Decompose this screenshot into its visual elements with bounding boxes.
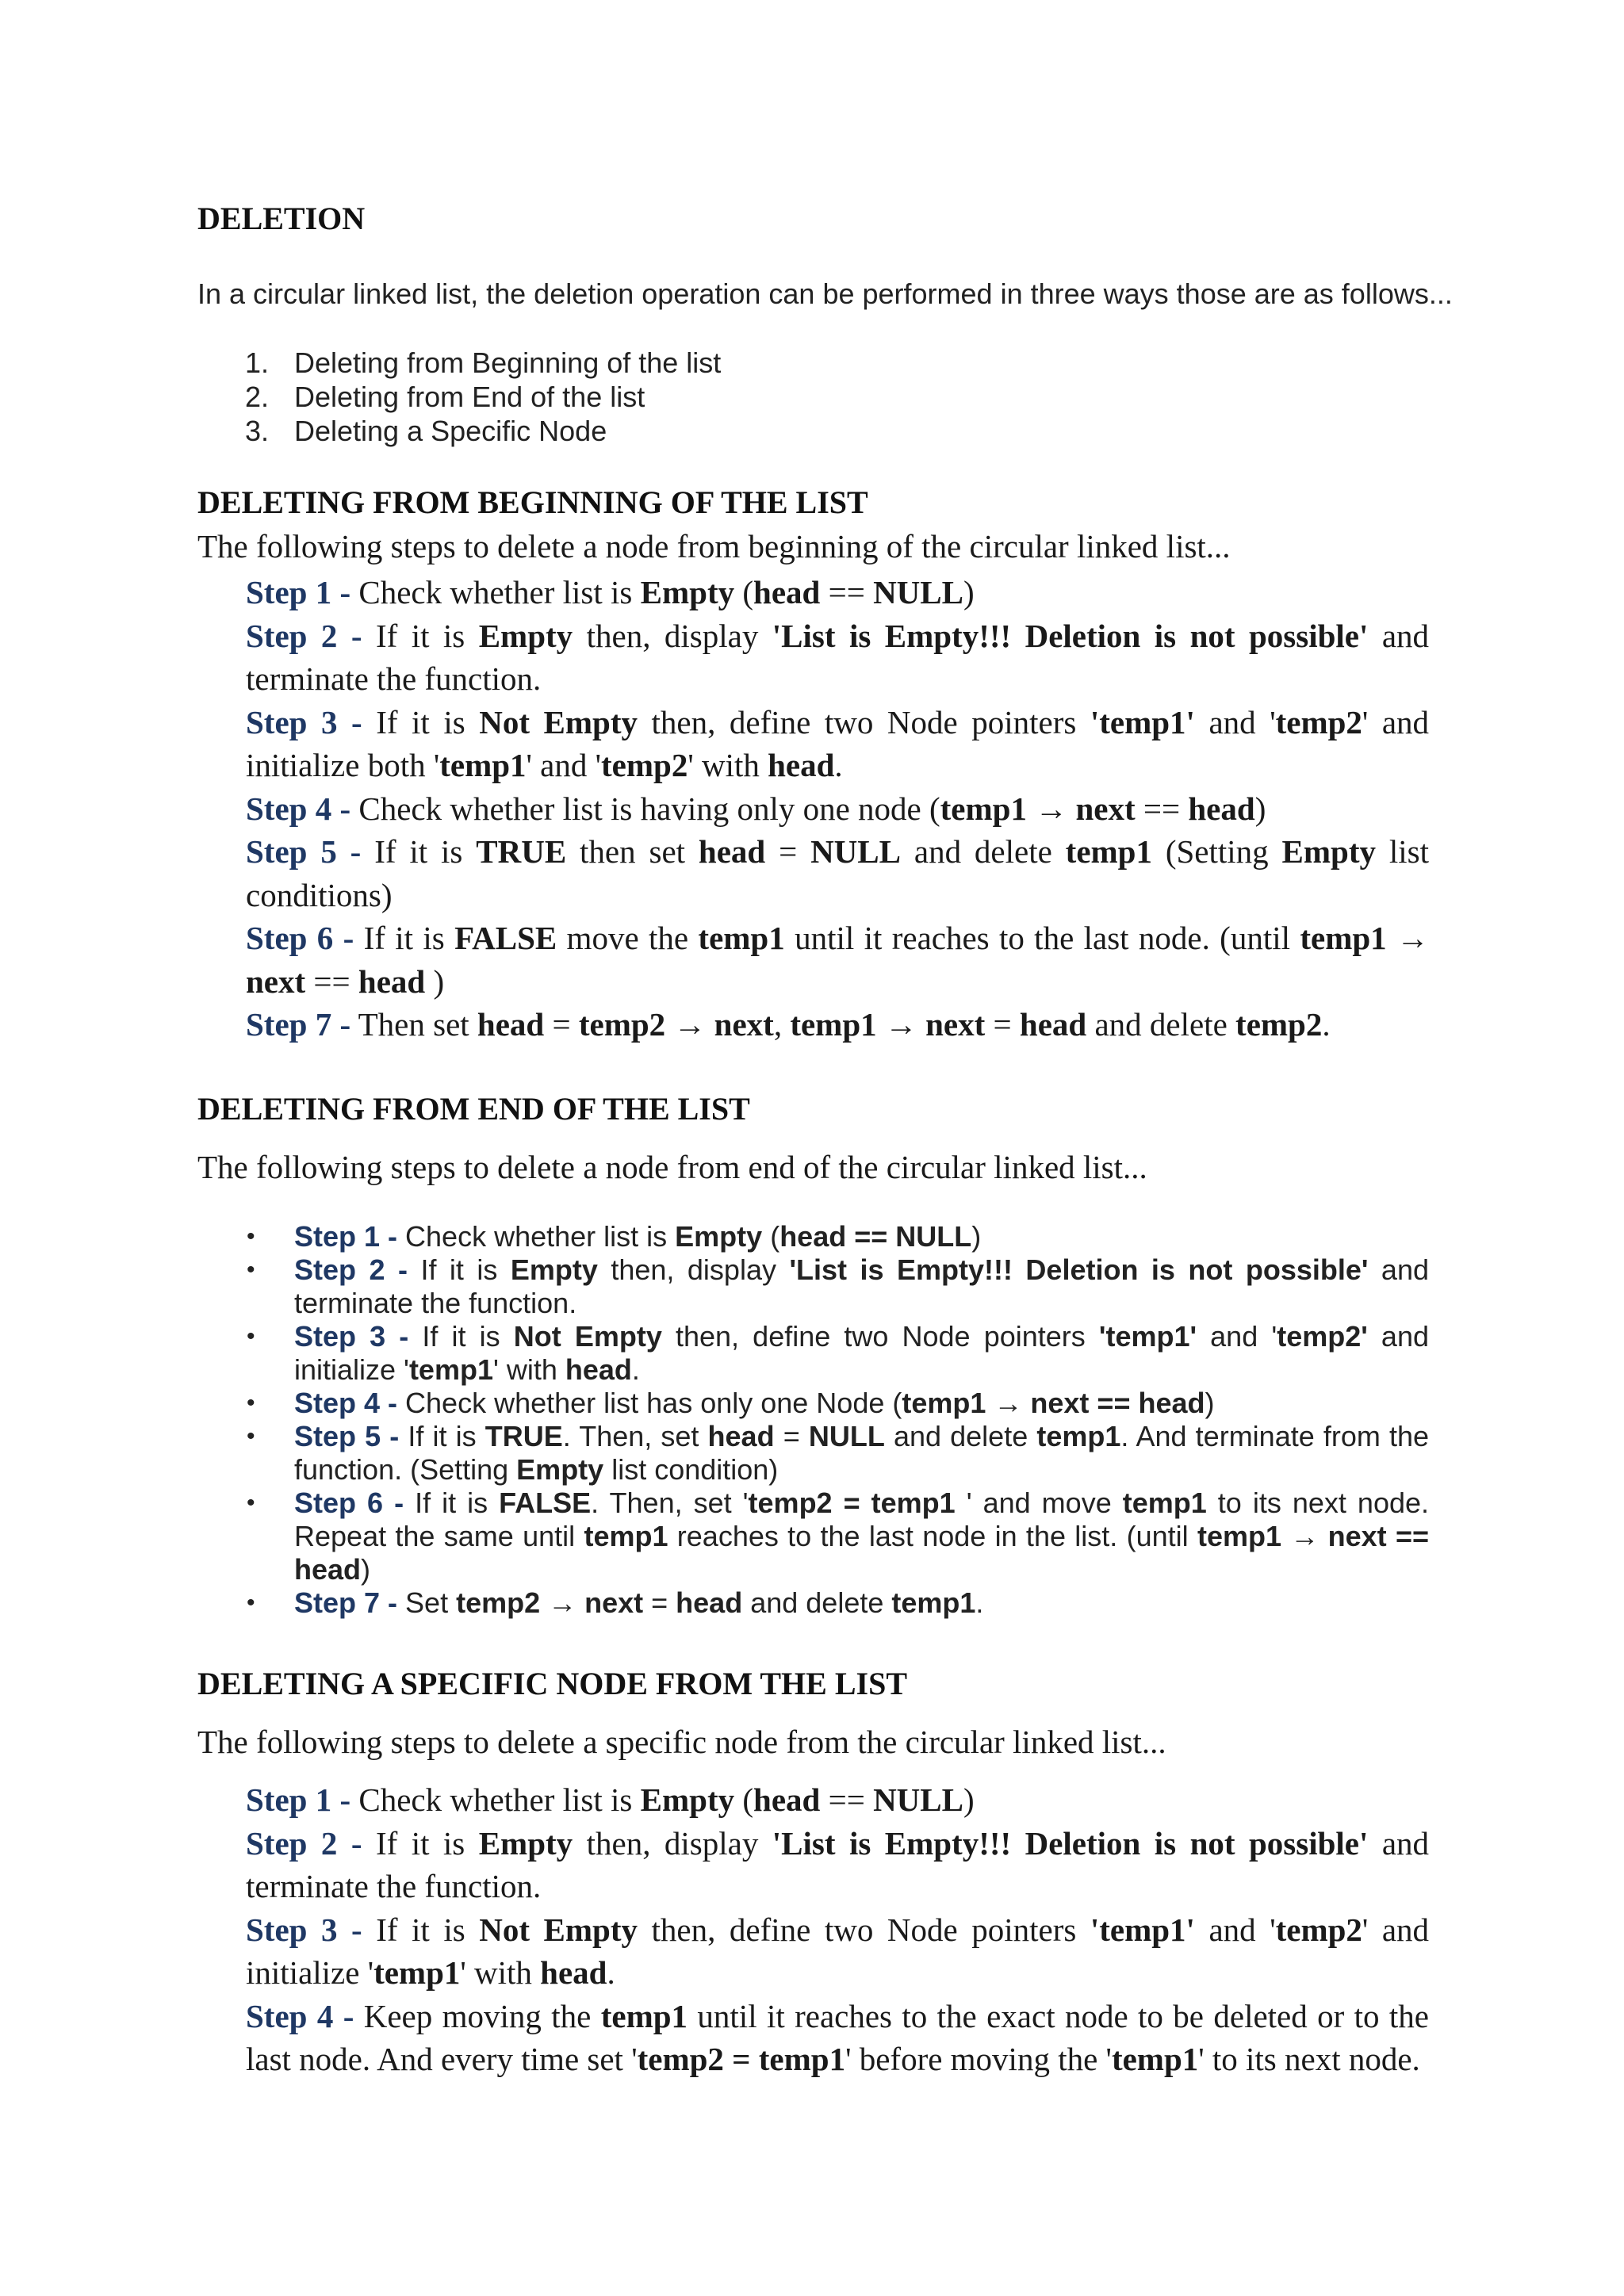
bold-term: 'temp1' [1098, 1320, 1197, 1353]
bold-term: head [753, 1781, 821, 1818]
step-label: Step 4 - [246, 1997, 354, 2034]
bold-term: head [707, 1420, 775, 1452]
bold-term: Not Empty [479, 1911, 638, 1948]
bold-term: temp1 [1111, 2041, 1199, 2077]
bold-term: temp1 [1036, 1420, 1121, 1452]
step-label: Step 1 - [246, 574, 351, 610]
bold-term: temp2 [1235, 1006, 1323, 1043]
specific-heading: DELETING A SPECIFIC NODE FROM THE LIST [197, 1666, 908, 1701]
bold-term: temp1 [1065, 833, 1152, 870]
bullet-icon: • [247, 1423, 255, 1449]
step-label: Step 5 - [246, 833, 362, 870]
bold-term: temp1 [1122, 1487, 1207, 1519]
step-item: • Step 4 - Check whether list has only one Node (temp1 → next == head) [247, 1387, 1215, 1419]
bold-term: temp1 [698, 920, 785, 956]
step-item: • Step 1 - Check whether list is Empty (head == NULL) [247, 1220, 982, 1253]
specific-intro: The following steps to delete a specific node from the circular linked list... [197, 1724, 1166, 1760]
bold-term: 'List is Empty!!! Deletion is not possible' [772, 617, 1369, 654]
step-label: Step 7 - [294, 1586, 398, 1619]
deletion-intro: In a circular linked list, the deletion operation can be performed in three ways those are as follows... [197, 277, 1453, 310]
bold-term: Empty [478, 617, 573, 654]
bold-term: head == NULL [779, 1220, 972, 1253]
bold-term: 'List is Empty!!! Deletion is not possible' [772, 1824, 1369, 1862]
bold-term: NULL [810, 833, 901, 870]
bullet-icon: • [247, 1323, 255, 1349]
bold-term: temp1 [439, 747, 527, 783]
bold-term: temp1 [373, 1954, 461, 1991]
step-item: • Step 2 - If it is Empty then, display 'List is Empty!!! Deletion is not possible' and terminate the function. [247, 1253, 1429, 1319]
step-item: Step 4 - Check whether list is having only one node (temp1 → next == head) [246, 790, 1266, 827]
bullet-icon: • [247, 1590, 255, 1616]
bold-term: temp2' [1277, 1320, 1368, 1353]
step-label: Step 3 - [294, 1320, 409, 1353]
bold-term: 'temp1' [1090, 1911, 1195, 1948]
list-item: 2. Deleting from End of the list [245, 381, 645, 413]
step-item: Step 4 - Keep moving the temp1 until it reaches to the exact node to be deleted or to the last node. And every time set 'temp2 = temp1' before moving the 'temp1' to its next node. [246, 1997, 1429, 2077]
bold-term: TRUE [476, 833, 567, 870]
step-label: Step 1 - [294, 1220, 398, 1253]
bold-term: head [358, 962, 426, 1000]
bold-term: FALSE [454, 920, 557, 956]
step-label: Step 5 - [294, 1420, 400, 1452]
step-item: • Step 5 - If it is TRUE. Then, set head = NULL and delete temp1. And terminate from the function. (Setting Empty list condition) [247, 1420, 1430, 1486]
bold-term: temp1 → next [790, 1006, 986, 1043]
list-item: 1. Deleting from Beginning of the list [245, 346, 722, 379]
bold-term: temp1 → next == head [294, 1520, 1429, 1586]
step-item: Step 1 - Check whether list is Empty (head == NULL) [246, 574, 975, 610]
bold-term: head [540, 1954, 607, 1991]
beginning-intro: The following steps to delete a node from beginning of the circular linked list... [197, 528, 1231, 564]
step-item: Step 2 - If it is Empty then, display 'List is Empty!!! Deletion is not possible' and terminate the function. [246, 1824, 1430, 1904]
bold-term: temp1 [600, 1997, 688, 2034]
end-heading: DELETING FROM END OF THE LIST [197, 1091, 750, 1127]
bold-term: temp2 → next [578, 1006, 774, 1043]
deletion-ways-list [197, 346, 721, 448]
step-item: • Step 3 - If it is Not Empty then, define two Node pointers 'temp1' and 'temp2' and initialize 'temp1' with head. [247, 1320, 1429, 1386]
step-item: • Step 6 - If it is FALSE. Then, set 'temp2 = temp1 ' and move temp1 to its next node. Repeat the same until temp1 reaches to the last node in the list. (until temp1 → next == head) [247, 1487, 1430, 1586]
bold-term: temp1 → next [246, 920, 1430, 1000]
step-label: Step 3 - [246, 1911, 362, 1948]
step-label: Step 3 - [246, 703, 362, 740]
beginning-steps [246, 571, 1429, 1047]
end-steps [197, 1220, 1429, 1620]
bold-term: temp2 = temp1 [748, 1487, 956, 1519]
bold-term: head [676, 1586, 743, 1619]
step-item: Step 2 - If it is Empty then, display 'List is Empty!!! Deletion is not possible' and terminate the function. [246, 617, 1430, 697]
step-label: Step 4 - [246, 790, 351, 827]
bold-term: temp2 [1275, 703, 1362, 740]
bold-term: temp1 → next == head [902, 1387, 1205, 1419]
end-intro: The following steps to delete a node from end of the circular linked list... [197, 1149, 1147, 1185]
bold-term: head [1188, 790, 1255, 827]
bold-term: Empty [675, 1220, 763, 1253]
bold-term: temp1 [408, 1353, 493, 1386]
step-item: • Step 7 - Set temp2 → next = head and delete temp1. [247, 1586, 984, 1619]
bold-term: temp2 = temp1 [637, 2041, 846, 2077]
step-label: Step 2 - [294, 1253, 408, 1286]
bold-term: 'List is Empty!!! Deletion is not possible' [789, 1253, 1369, 1286]
step-item: Step 3 - If it is Not Empty then, define two Node pointers 'temp1' and 'temp2' and initialize both 'temp1' and 'temp2' with head. [246, 703, 1430, 783]
step-item: Step 3 - If it is Not Empty then, define two Node pointers 'temp1' and 'temp2' and initialize 'temp1' with head. [246, 1911, 1430, 1991]
bullet-icon: • [247, 1257, 255, 1283]
bold-term: head [1019, 1006, 1087, 1043]
bullet-icon: • [247, 1223, 255, 1249]
bold-term: head [698, 833, 766, 870]
bold-term: Empty [640, 574, 735, 610]
step-label: Step 4 - [294, 1387, 398, 1419]
bold-term: Not Empty [479, 703, 638, 740]
step-item: Step 6 - If it is FALSE move the temp1 until it reaches to the last node. (until temp1 → next == head ) [246, 920, 1430, 1000]
step-item: Step 5 - If it is TRUE then set head = NULL and delete temp1 (Setting Empty list conditions) [246, 833, 1430, 913]
bold-term: Not Empty [513, 1320, 662, 1353]
step-label: Step 7 - [246, 1006, 351, 1043]
bold-term: 'temp1' [1090, 703, 1195, 740]
step-label: Step 1 - [246, 1781, 351, 1818]
bullet-icon: • [247, 1490, 255, 1516]
bold-term: FALSE [499, 1487, 592, 1519]
bold-term: NULL [873, 574, 963, 610]
beginning-heading: DELETING FROM BEGINNING OF THE LIST [197, 484, 868, 520]
bold-term: Empty [640, 1781, 735, 1818]
bold-term: head [477, 1006, 545, 1043]
bold-term: TRUE [485, 1420, 563, 1452]
bold-term: temp2 [601, 747, 688, 783]
step-item: Step 7 - Then set head = temp2 → next, temp1 → next = head and delete temp2. [246, 1006, 1331, 1043]
deletion-heading: DELETION [197, 201, 366, 236]
step-label: Step 6 - [246, 920, 354, 956]
bold-term: temp2 [1275, 1911, 1362, 1948]
step-item: Step 1 - Check whether list is Empty (head == NULL) [246, 1781, 975, 1818]
bold-term: head [753, 574, 821, 610]
bold-term: Empty [478, 1824, 573, 1862]
specific-steps [246, 1778, 1429, 2081]
bold-term: temp2 → next [456, 1586, 644, 1619]
bold-term: Empty [510, 1253, 598, 1286]
bold-term: temp1 → next [940, 790, 1136, 827]
bold-term: NULL [808, 1420, 885, 1452]
bullet-icon: • [247, 1390, 255, 1416]
bold-term: temp1 [891, 1586, 976, 1619]
step-label: Step 2 - [246, 1824, 362, 1862]
step-label: Step 2 - [246, 617, 362, 654]
bold-term: NULL [873, 1781, 963, 1818]
bold-term: head [565, 1353, 632, 1386]
bold-term: Empty [516, 1453, 604, 1486]
bold-term: temp1 [584, 1520, 668, 1552]
bold-term: Empty [1281, 833, 1377, 870]
step-label: Step 6 - [294, 1487, 404, 1519]
bold-term: head [768, 747, 835, 783]
list-item: 3. Deleting a Specific Node [245, 415, 607, 447]
